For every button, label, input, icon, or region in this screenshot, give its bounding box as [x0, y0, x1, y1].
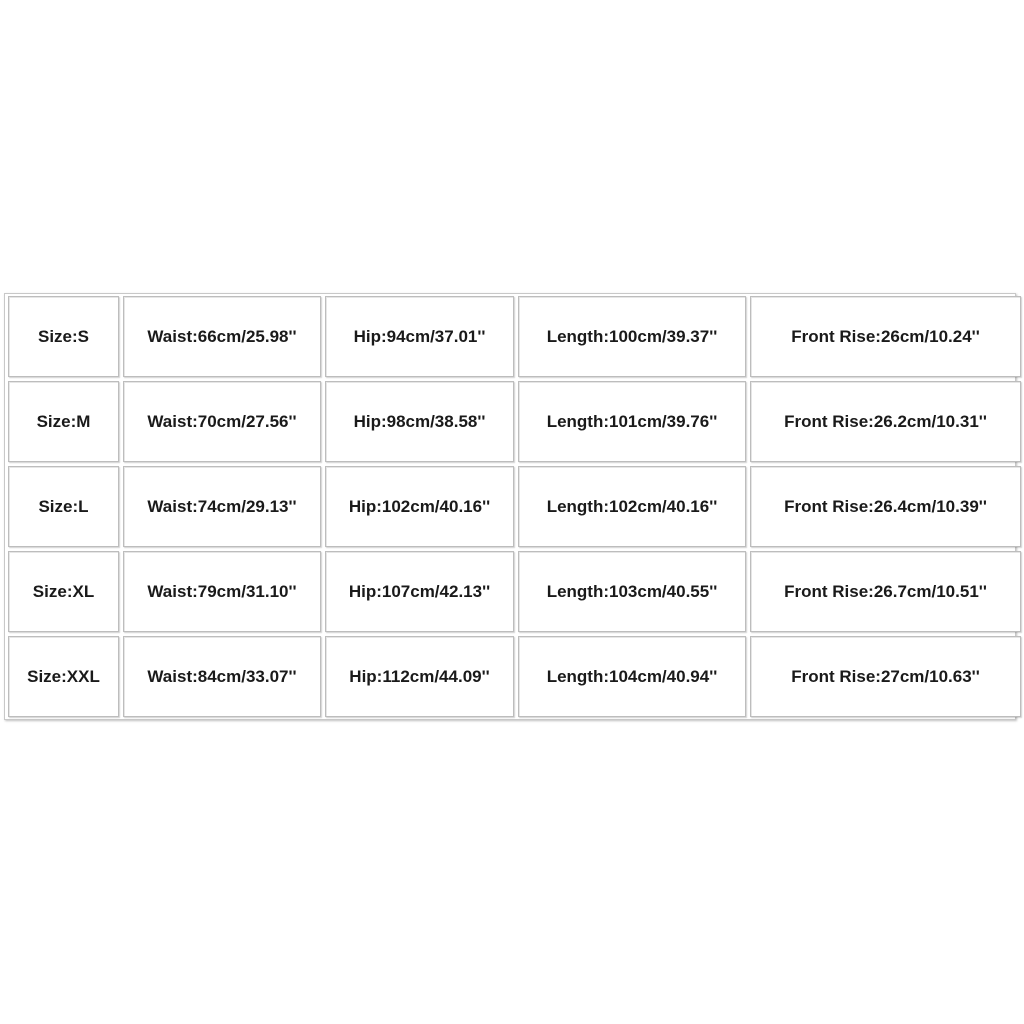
- length-cell: Length:104cm/40.94'': [518, 636, 746, 717]
- length-cell: Length:103cm/40.55'': [518, 551, 746, 632]
- waist-cell: Waist:70cm/27.56'': [123, 381, 321, 462]
- front-rise-cell: Front Rise:26.7cm/10.51'': [750, 551, 1021, 632]
- waist-cell: Waist:74cm/29.13'': [123, 466, 321, 547]
- length-cell: Length:101cm/39.76'': [518, 381, 746, 462]
- length-cell: Length:102cm/40.16'': [518, 466, 746, 547]
- size-cell: Size:XXL: [8, 636, 119, 717]
- front-rise-cell: Front Rise:26.4cm/10.39'': [750, 466, 1021, 547]
- front-rise-cell: Front Rise:26.2cm/10.31'': [750, 381, 1021, 462]
- front-rise-cell: Front Rise:26cm/10.24'': [750, 296, 1021, 377]
- hip-cell: Hip:112cm/44.09'': [325, 636, 514, 717]
- size-cell: Size:S: [8, 296, 119, 377]
- front-rise-cell: Front Rise:27cm/10.63'': [750, 636, 1021, 717]
- waist-cell: Waist:66cm/25.98'': [123, 296, 321, 377]
- hip-cell: Hip:102cm/40.16'': [325, 466, 514, 547]
- hip-cell: Hip:98cm/38.58'': [325, 381, 514, 462]
- size-cell: Size:M: [8, 381, 119, 462]
- size-chart-table: [4, 293, 1016, 720]
- hip-cell: Hip:107cm/42.13'': [325, 551, 514, 632]
- hip-cell: Hip:94cm/37.01'': [325, 296, 514, 377]
- waist-cell: Waist:84cm/33.07'': [123, 636, 321, 717]
- length-cell: Length:100cm/39.37'': [518, 296, 746, 377]
- waist-cell: Waist:79cm/31.10'': [123, 551, 321, 632]
- size-cell: Size:XL: [8, 551, 119, 632]
- size-cell: Size:L: [8, 466, 119, 547]
